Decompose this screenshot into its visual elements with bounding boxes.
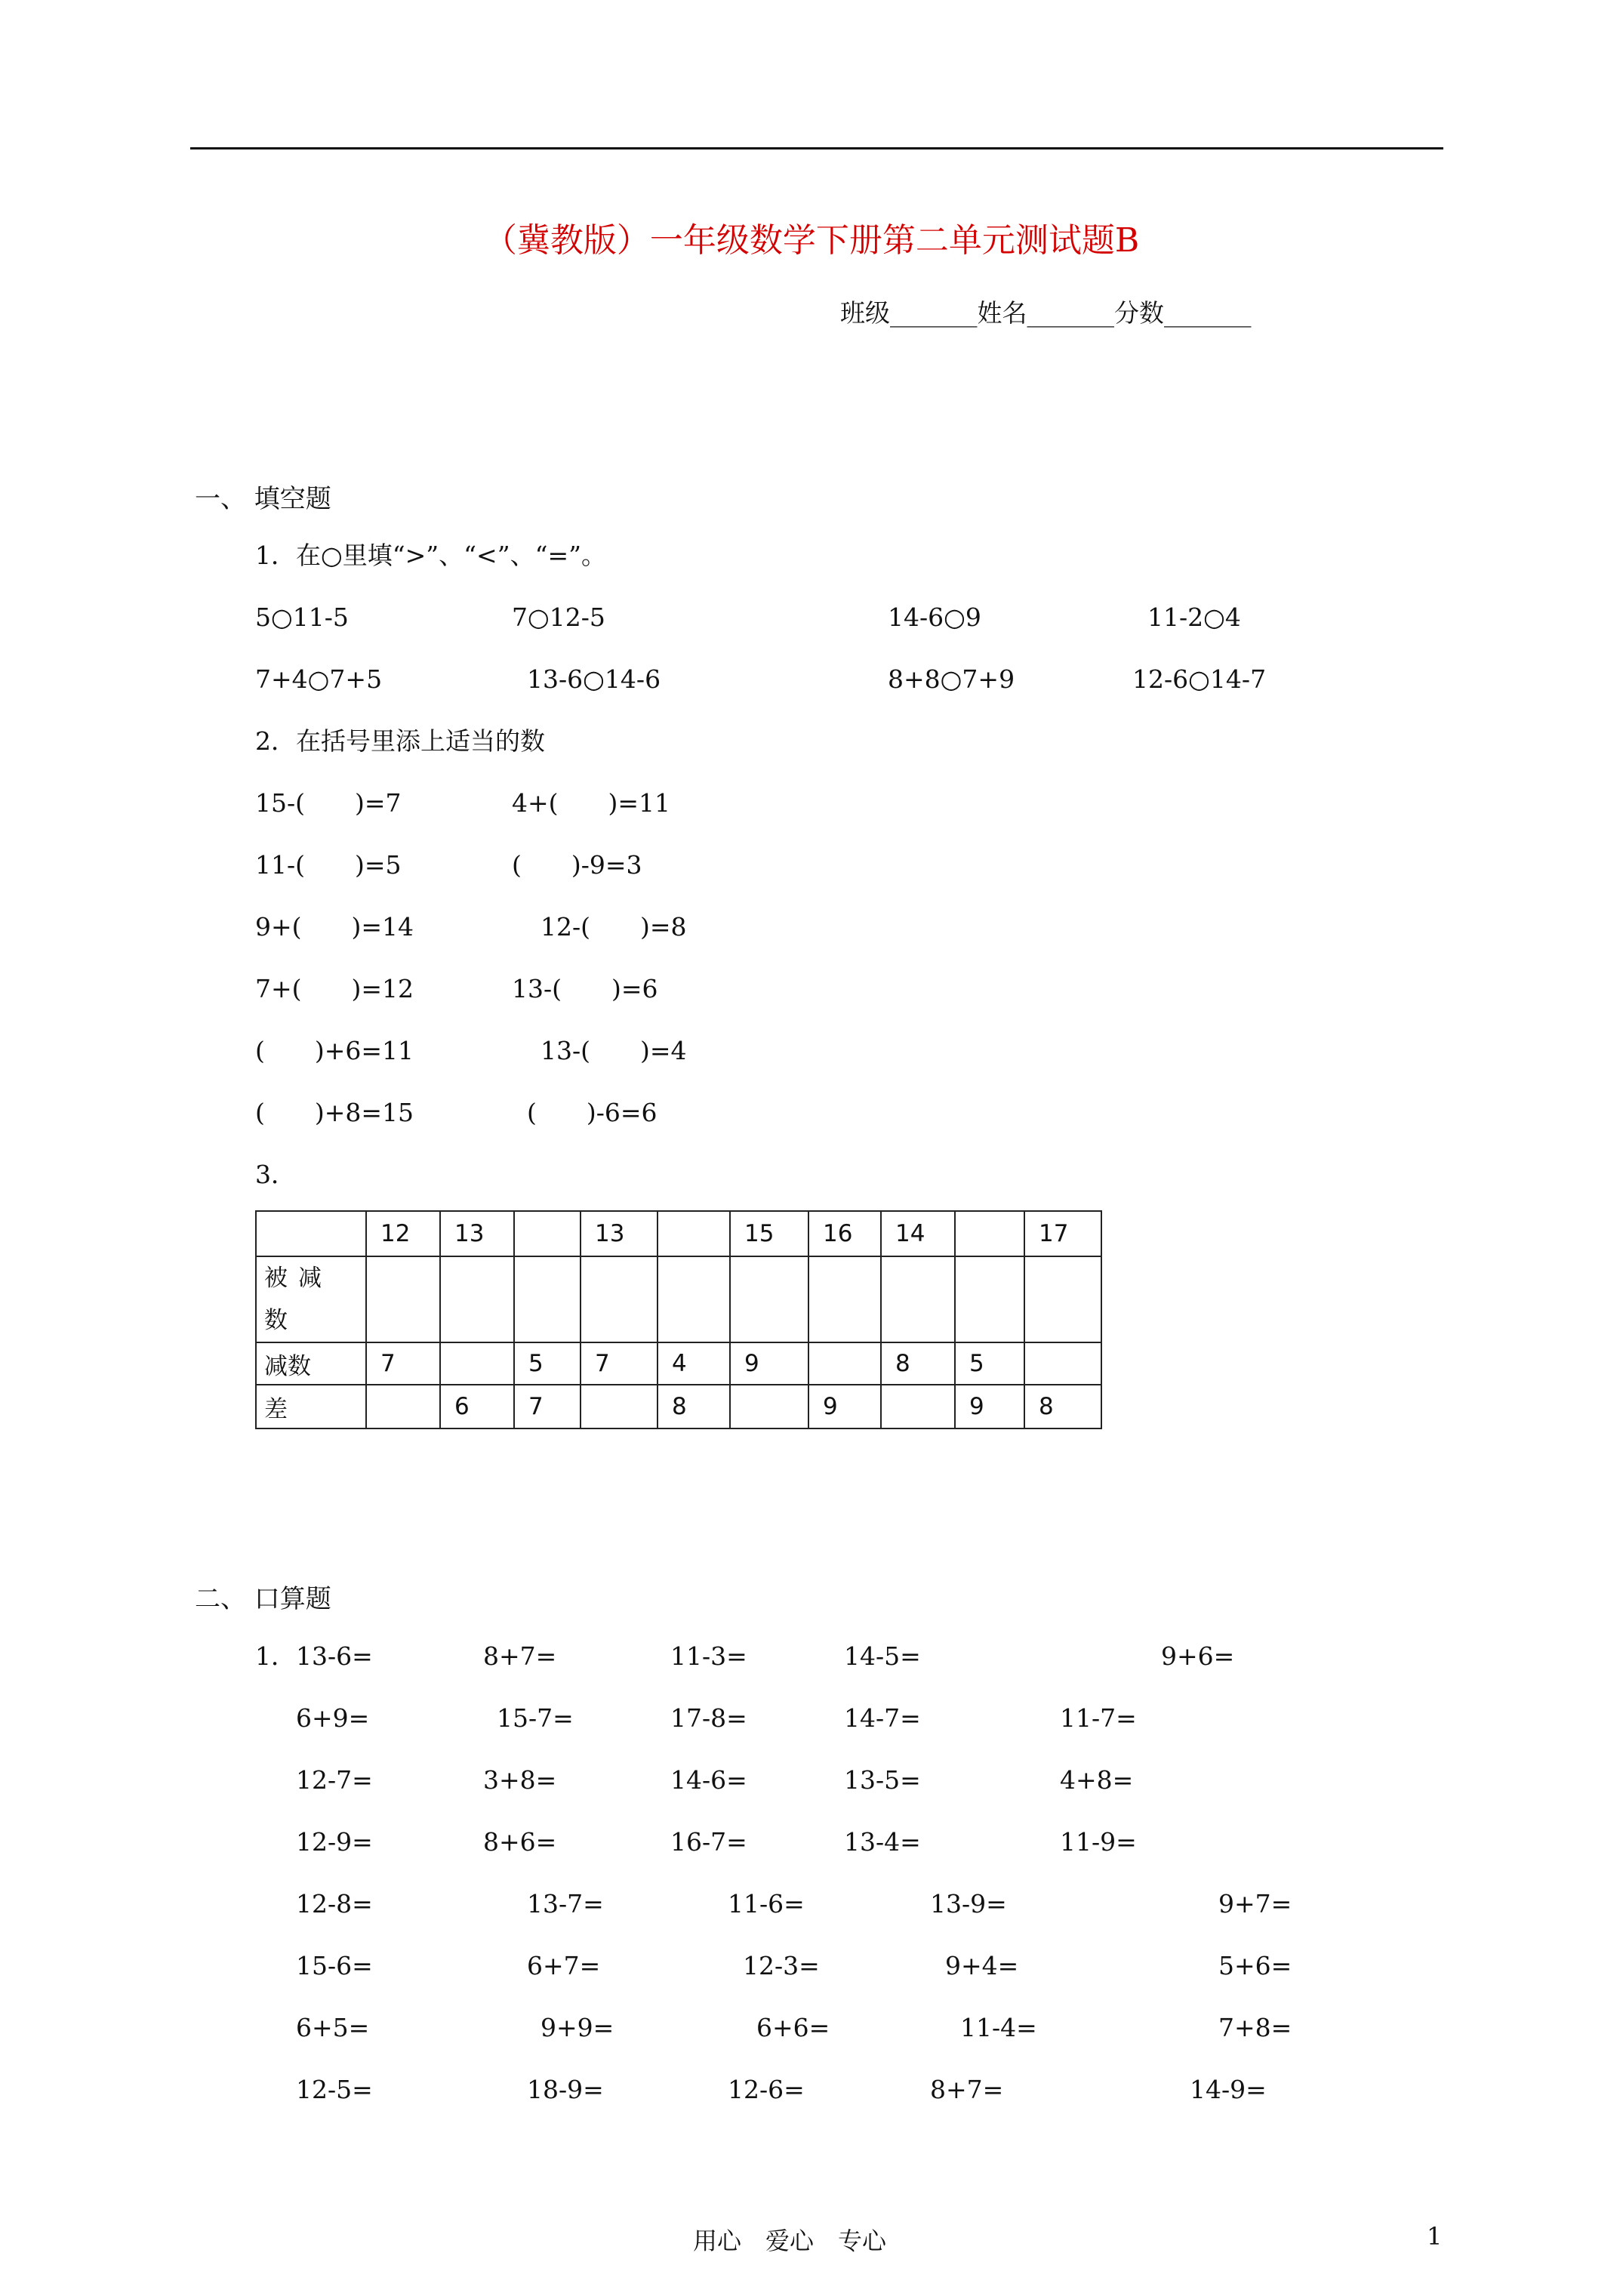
table-cell xyxy=(730,1385,808,1428)
table-cell xyxy=(955,1211,1024,1256)
oral-calc-item: 8+7= xyxy=(930,2075,1004,2104)
oral-calc-item: 12-5= xyxy=(296,2075,373,2104)
oral-calc-item: 14-6= xyxy=(670,1765,747,1795)
fill-blank-item: 13-( )=6 xyxy=(512,974,658,1003)
oral-calc-item: 12-6= xyxy=(728,2075,805,2104)
oral-calc-item: 8+6= xyxy=(483,1827,557,1857)
comparison-item: 7+4○7+5 xyxy=(255,664,383,694)
footer-motto: 用心 爱心 专心 xyxy=(693,2227,887,2255)
subtraction-table xyxy=(255,1210,1102,1429)
fill-blank-item: 12-( )=8 xyxy=(540,912,687,942)
oral-calc-item: 9+9= xyxy=(540,2013,614,2042)
table-cell: 4 xyxy=(658,1342,730,1385)
table-row-top xyxy=(256,1211,1101,1256)
table-cell xyxy=(366,1256,440,1342)
table-cell xyxy=(366,1385,440,1428)
oral-calc-item: 3+8= xyxy=(483,1765,557,1795)
table-cell: 7 xyxy=(366,1342,440,1385)
comparison-item: 5○11-5 xyxy=(255,603,349,632)
oral-calc-item: 11-6= xyxy=(728,1889,805,1918)
q3-label: 3． xyxy=(255,1160,296,1189)
oral-calc-label: 1． xyxy=(255,1641,296,1671)
table-cell xyxy=(581,1385,658,1428)
table-cell xyxy=(808,1342,881,1385)
comparison-item: 14-6○9 xyxy=(888,603,981,632)
oral-calc-item: 6+9= xyxy=(296,1703,370,1733)
table-cell: 7 xyxy=(581,1342,658,1385)
oral-calc-item: 12-8= xyxy=(296,1889,373,1918)
table-cell: 16 xyxy=(808,1211,881,1256)
table-cell xyxy=(440,1342,514,1385)
oral-calc-item: 18-9= xyxy=(527,2075,604,2104)
oral-calc-item: 11-4= xyxy=(960,2013,1037,2042)
table-cell: 8 xyxy=(1024,1385,1101,1428)
oral-calc-item: 6+5= xyxy=(296,2013,370,2042)
table-row-difference xyxy=(256,1385,1101,1428)
oral-calc-item: 12-7= xyxy=(296,1765,373,1795)
oral-calc-item: 7+8= xyxy=(1218,2013,1292,2042)
fill-blank-item: 11-( )=5 xyxy=(255,850,402,880)
table-cell: 9 xyxy=(808,1385,881,1428)
fill-blank-item: ( )-6=6 xyxy=(527,1098,658,1127)
table-cell: 12 xyxy=(366,1211,440,1256)
table-cell xyxy=(514,1211,581,1256)
fill-blank-item: 13-( )=4 xyxy=(540,1036,687,1065)
fill-blank-item: 4+( )=11 xyxy=(512,788,671,818)
oral-calc-item: 13-5= xyxy=(844,1765,921,1795)
table-cell: 7 xyxy=(514,1385,581,1428)
table-row-subtrahend xyxy=(256,1342,1101,1385)
comparison-item: 13-6○14-6 xyxy=(527,664,661,694)
fill-blank-item: 9+( )=14 xyxy=(255,912,414,942)
oral-calc-item: 12-9= xyxy=(296,1827,373,1857)
oral-calc-item: 8+7= xyxy=(483,1641,557,1671)
table-cell xyxy=(808,1256,881,1342)
fill-blank-item: ( )+8=15 xyxy=(255,1098,414,1127)
oral-calc-item: 9+6= xyxy=(1161,1641,1235,1671)
oral-calc-item: 9+7= xyxy=(1218,1889,1292,1918)
table-cell: 5 xyxy=(955,1342,1024,1385)
page-number: 1 xyxy=(1427,2222,1443,2251)
oral-calc-item: 13-4= xyxy=(844,1827,921,1857)
table-cell: 6 xyxy=(440,1385,514,1428)
table-row-minuend xyxy=(256,1256,1101,1342)
table-cell xyxy=(1024,1256,1101,1342)
oral-calc-item: 14-5= xyxy=(844,1641,921,1671)
oral-calc-item: 12-3= xyxy=(743,1951,820,1980)
oral-calc-item: 6+7= xyxy=(527,1951,601,1980)
fill-blank-item: ( )-9=3 xyxy=(512,850,642,880)
table-cell: 8 xyxy=(881,1342,955,1385)
comparison-item: 12-6○14-7 xyxy=(1132,664,1267,694)
table-cell xyxy=(658,1256,730,1342)
table-cell xyxy=(730,1256,808,1342)
comparison-item: 11-2○4 xyxy=(1147,603,1241,632)
table-cell xyxy=(881,1385,955,1428)
oral-calc-item: 11-3= xyxy=(670,1641,747,1671)
oral-calc-item: 15-7= xyxy=(497,1703,574,1733)
page-title: （冀教版）一年级数学下册第二单元测试题B xyxy=(483,221,1140,260)
table-cell xyxy=(514,1256,581,1342)
table-cell xyxy=(881,1256,955,1342)
oral-calc-item: 13-9= xyxy=(930,1889,1007,1918)
student-info-line: 班级_______姓名_______分数_______ xyxy=(840,298,1252,328)
oral-calc-item: 15-6= xyxy=(296,1951,373,1980)
table-cell: 13 xyxy=(581,1211,658,1256)
fill-blank-item: 7+( )=12 xyxy=(255,974,414,1003)
oral-calc-item: 4+8= xyxy=(1060,1765,1134,1795)
oral-calc-item: 16-7= xyxy=(670,1827,747,1857)
section-2-heading: 二、 口算题 xyxy=(195,1584,331,1614)
fill-blank-item: 15-( )=7 xyxy=(255,788,402,818)
oral-calc-item: 17-8= xyxy=(670,1703,747,1733)
row-header-difference: 差 xyxy=(256,1385,366,1428)
oral-calc-item: 9+4= xyxy=(945,1951,1019,1980)
table-cell xyxy=(581,1256,658,1342)
table-cell: 5 xyxy=(514,1342,581,1385)
oral-calc-item: 14-7= xyxy=(844,1703,921,1733)
oral-calc-item: 6+6= xyxy=(756,2013,830,2042)
table-cell: 9 xyxy=(955,1385,1024,1428)
table-cell: 14 xyxy=(881,1211,955,1256)
q1-prompt: 1．在○里填“>”、“<”、“=”。 xyxy=(255,541,606,570)
header-rule xyxy=(190,147,1443,149)
table-cell: 13 xyxy=(440,1211,514,1256)
oral-calc-item: 5+6= xyxy=(1218,1951,1292,1980)
table-cell: 17 xyxy=(1024,1211,1101,1256)
table-cell xyxy=(955,1256,1024,1342)
oral-calc-item: 13-6= xyxy=(296,1641,373,1671)
q2-prompt: 2．在括号里添上适当的数 xyxy=(255,726,545,756)
table-cell: 9 xyxy=(730,1342,808,1385)
oral-calc-item: 11-7= xyxy=(1060,1703,1137,1733)
row-header-subtrahend: 减数 xyxy=(256,1342,366,1385)
table-cell: 8 xyxy=(658,1385,730,1428)
table-cell xyxy=(256,1211,366,1256)
row-header-minuend: 被减数 xyxy=(256,1256,366,1342)
table-cell xyxy=(1024,1342,1101,1385)
oral-calc-item: 14-9= xyxy=(1190,2075,1267,2104)
section-1-heading: 一、 填空题 xyxy=(195,484,331,514)
table-cell: 15 xyxy=(730,1211,808,1256)
fill-blank-item: ( )+6=11 xyxy=(255,1036,414,1065)
comparison-item: 8+8○7+9 xyxy=(888,664,1015,694)
oral-calc-item: 13-7= xyxy=(527,1889,604,1918)
comparison-item: 7○12-5 xyxy=(512,603,605,632)
table-cell xyxy=(440,1256,514,1342)
oral-calc-item: 11-9= xyxy=(1060,1827,1137,1857)
table-cell xyxy=(658,1211,730,1256)
